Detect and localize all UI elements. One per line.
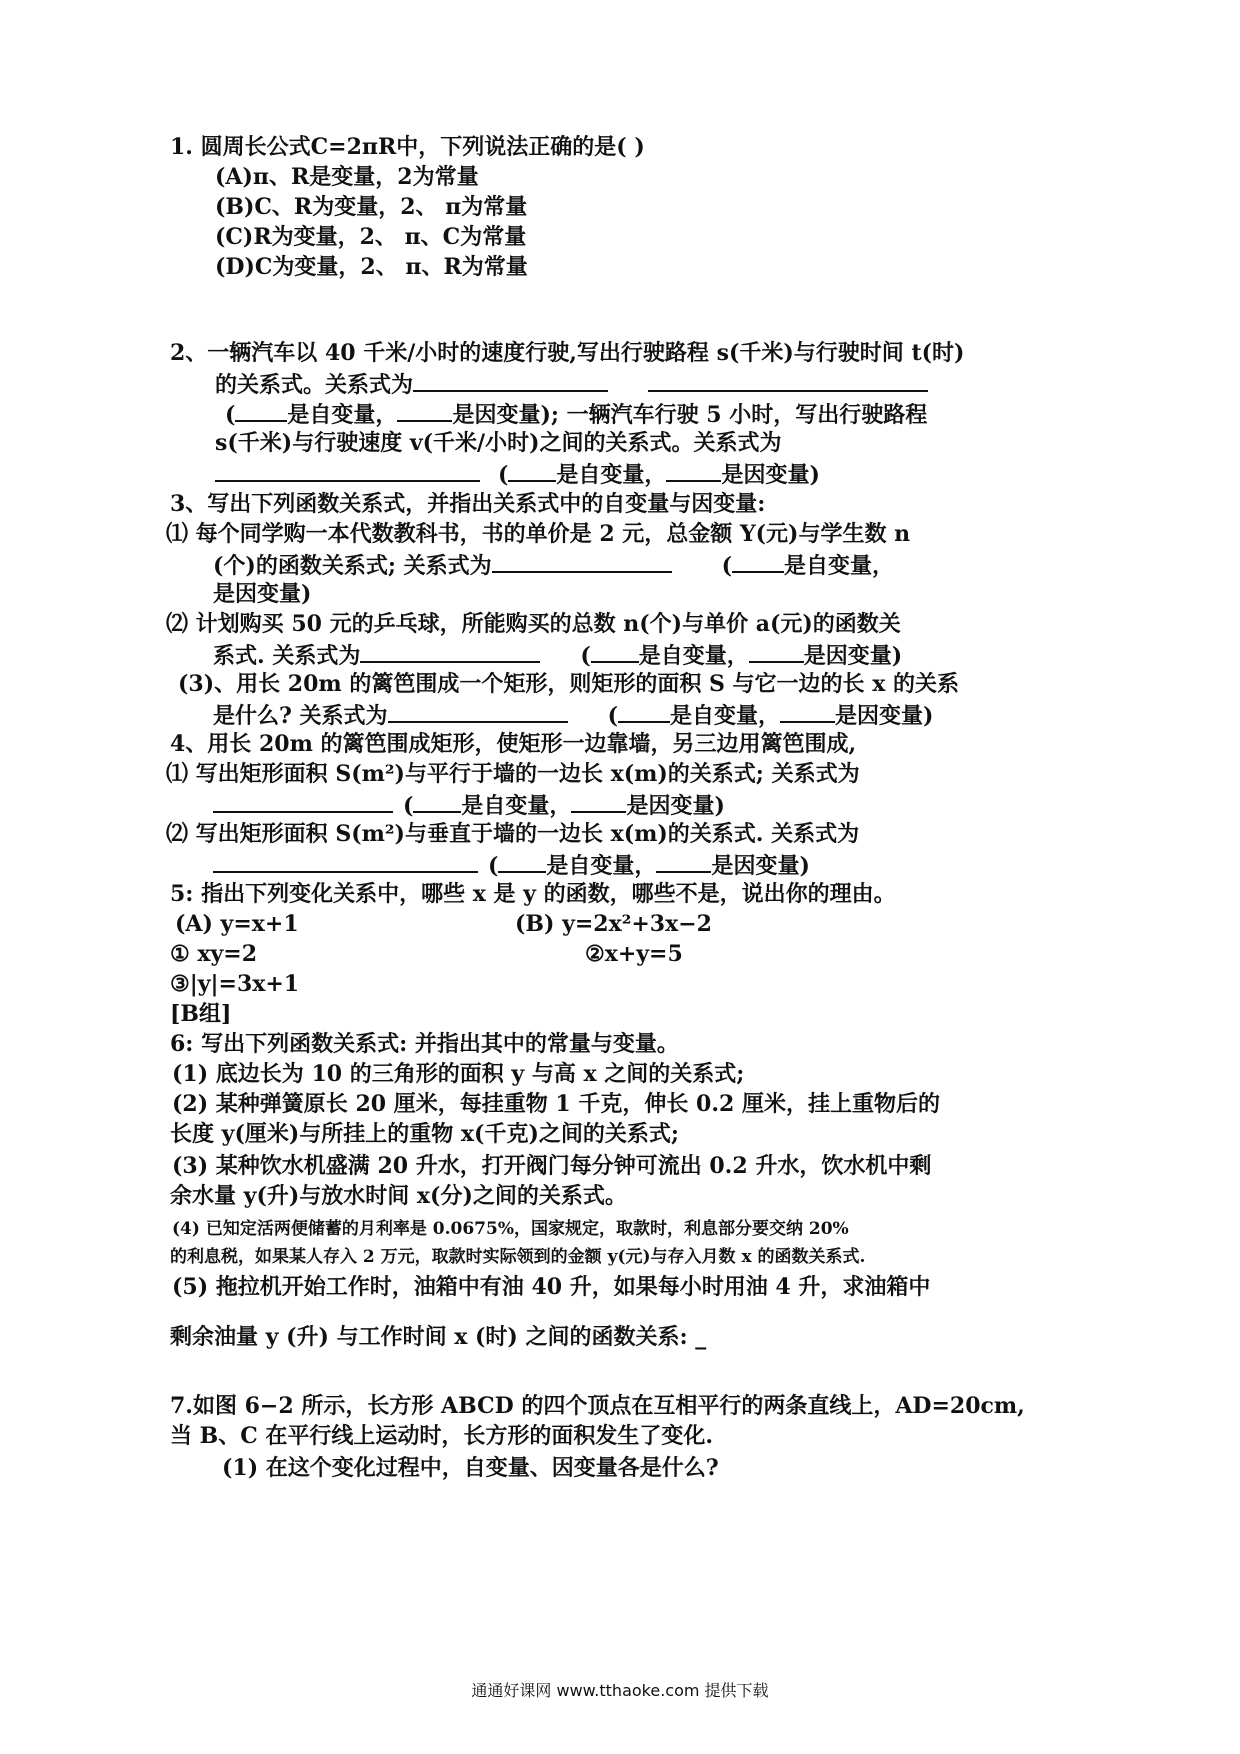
q7-line-3: (1) 在这个变化过程中，自变量、因变量各是什么? [222, 1455, 719, 1481]
q3-title: 3、写出下列函数关系式，并指出关系式中的自变量与因变量: [170, 491, 766, 517]
q3-part3-line-2: 是什么? 关系式为 ( 是自变量， 是因变量) [213, 699, 933, 731]
q7-line-1: 7.如图 6−2 所示，长方形 ABCD 的四个顶点在互相平行的两条直线上，AD=20cm, [170, 1393, 1025, 1419]
q3-part1-line-3: 是因变量) [213, 581, 312, 607]
q2-line-5: ( 是自变量， 是因变量) [215, 458, 820, 490]
group-label: [B组] [170, 1001, 232, 1027]
q4-part2-line-2: ( 是自变量， 是因变量) [213, 849, 810, 881]
q6-title: 6: 写出下列函数关系式: 并指出其中的常量与变量。 [170, 1031, 679, 1057]
q2-line-4: s(千米)与行驶速度 v(千米/小时)之间的关系式。关系式为 [215, 430, 782, 456]
q5-case-2: ②x+y=5 [585, 941, 683, 967]
q4-part2-line-1: ⑵ 写出矩形面积 S(m²)与垂直于墙的一边长 x(m)的关系式. 关系式为 [166, 821, 860, 847]
q2-line-3: ( 是自变量， 是因变量); 一辆汽车行驶 5 小时，写出行驶路程 [225, 398, 927, 430]
q4-part1-line-1: ⑴ 写出矩形面积 S(m²)与平行于墙的一边长 x(m)的关系式; 关系式为 [166, 761, 860, 787]
q6-part-1: (1) 底边长为 10 的三角形的面积 y 与高 x 之间的关系式; [172, 1061, 745, 1087]
q3-part3-line-1: (3)、用长 20m 的篱笆围成一个矩形，则矩形的面积 S 与它一边的长 x 的关系 [178, 671, 959, 697]
q6-part-2-line-1: (2) 某种弹簧原长 20 厘米，每挂重物 1 千克，伸长 0.2 厘米，挂上重物后的 [172, 1091, 940, 1117]
q4-part1-line-2: ( 是自变量， 是因变量) [213, 789, 725, 821]
q6-part-3-line-2: 余水量 y(升)与放水时间 x(分)之间的关系式。 [170, 1183, 627, 1209]
q6-part-5-line-1: (5) 拖拉机开始工作时，油箱中有油 40 升，如果每小时用油 4 升，求油箱中 [172, 1274, 931, 1300]
q1-option-c: (C)R为变量，2、 π、C为常量 [215, 224, 527, 250]
footer-credit: 通通好课网 www.tthaoke.com 提供下载 [471, 1681, 769, 1700]
q4-title: 4、用长 20m 的篱笆围成矩形，使矩形一边靠墙，另三边用篱笆围成, [170, 731, 857, 757]
q6-part-4-line-2: 的利息税，如果某人存入 2 万元，取款时实际领到的金额 y(元)与存入月数 x 的函数关系式. [170, 1247, 866, 1267]
q3-part2-line-1: ⑵ 计划购买 50 元的乒乓球，所能购买的总数 n(个)与单价 a(元)的函数关 [166, 611, 901, 637]
q6-part-5-line-2: 剩余油量 y (升) 与工作时间 x (时) 之间的函数关系: _ [170, 1324, 707, 1350]
q2-line-2: 的关系式。关系式为 [215, 368, 928, 400]
q1-stem: 1. 圆周长公式C=2πR中，下列说法正确的是( ) [170, 134, 645, 160]
q3-part1-line-1: ⑴ 每个同学购一本代数教科书，书的单价是 2 元，总金额 Y(元)与学生数 n [166, 521, 911, 547]
q1-option-b: (B)C、R为变量，2、 π为常量 [215, 194, 528, 220]
q1-option-a: (A)π、R是变量，2为常量 [215, 164, 479, 190]
q6-part-4-line-1: (4) 已知定活两便储蓄的月利率是 0.0675%，国家规定，取款时，利息部分要交纳 20% [172, 1219, 849, 1239]
q6-part-3-line-1: (3) 某种饮水机盛满 20 升水，打开阀门每分钟可流出 0.2 升水，饮水机中剩 [172, 1153, 932, 1179]
q3-part2-line-2: 系式. 关系式为 ( 是自变量， 是因变量) [213, 639, 902, 671]
q7-line-2: 当 B、C 在平行线上运动时，长方形的面积发生了变化. [170, 1423, 714, 1449]
q6-part-2-line-2: 长度 y(厘米)与所挂上的重物 x(千克)之间的关系式; [170, 1121, 679, 1147]
q3-part1-line-2: (个)的函数关系式; 关系式为 ( 是自变量， [213, 549, 894, 581]
q1-option-d: (D)C为变量，2、 π、R为常量 [215, 254, 528, 280]
q2-line-1: 2、一辆汽车以 40 千米/小时的速度行驶,写出行驶路程 s(千米)与行驶时间 t(时) [170, 340, 965, 366]
q5-option-b: (B) y=2x²+3x−2 [515, 911, 712, 937]
q5-case-3: ③|y|=3x+1 [170, 971, 300, 997]
q5-title: 5: 指出下列变化关系中，哪些 x 是 y 的函数，哪些不是，说出你的理由。 [170, 881, 896, 907]
q5-option-a: (A) y=x+1 [175, 911, 299, 937]
q5-case-1: ① xy=2 [170, 941, 258, 967]
